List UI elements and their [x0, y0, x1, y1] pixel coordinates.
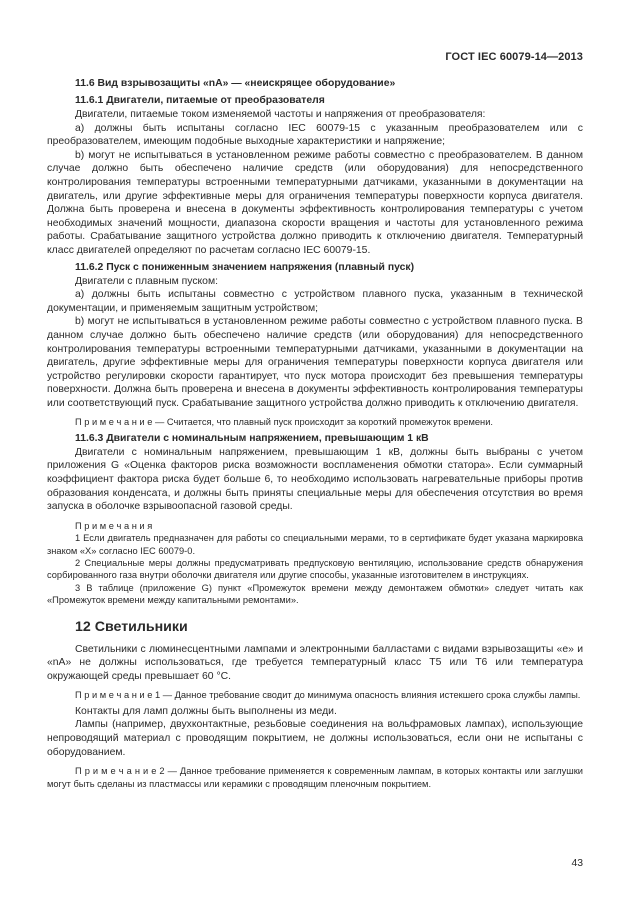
paragraph: Светильники с люминесцентными лампами и электронными балластами с видами взрывозащиты «е» и «nA» не должны использоваться, где требуется температурный класс Т5 или Т6 или температура окружающей среды превышает 60 °С.	[47, 643, 583, 682]
standard-code-header: ГОСТ IEC 60079-14—2013	[445, 51, 583, 63]
paragraph: Лампы (например, двухконтактные, резьбовые соединения на вольфрамовых лампах), использующие непроводящий материал с проводящим покрытием, не должны использоваться, если они не испытаны с оборудованием.	[47, 719, 583, 758]
page-content	[47, 77, 583, 790]
paragraph: Двигатели, питаемые током изменяемой частоты и напряжения от преобразователя:	[75, 109, 486, 120]
note-label: П р и м е ч а н и е 1	[75, 690, 161, 701]
page-number: 43	[571, 858, 583, 869]
note-text: — Считается, что плавный пуск происходит за короткий промежуток времени.	[152, 417, 493, 428]
note-label: П р и м е ч а н и е 2	[75, 766, 165, 777]
list-item-b: b) могут не испытываться в установленном режиме работы совместно с устройством плавного пуска. В данном случае должно быть обеспечено наличие средств (или оборудования) для непосредственного контролирования температуры встроенными температурными датчиками, указанными в документации на двигатель, другие эффективные меры для ограничения температуры поверхности корпуса двигателя или устройство регулировки скорости гарантирует, что пуск мотора происходит без превышения температуры поверхности. Должна быть проверена и внесена в документы эффективность контролирования температуры или соответствующий пуск. Срабатывание защитного устройства должно приводить к отключению двигателя.	[47, 316, 583, 409]
note-item-3: 3 В таблице (приложение G) пункт «Промежуток времени между демонтажем обмотки» следует читать как «Промежуток времени между капитальными ремонтами».	[47, 582, 583, 606]
note-text: — Данное требование сводит до минимума опасность влияния истекшего срока службы лампы.	[160, 690, 581, 701]
section-11-6-3-title: 11.6.3 Двигатели с номинальным напряжением, превышающим 1 кВ	[75, 432, 429, 444]
notes-label: П р и м е ч а н и я	[75, 520, 153, 531]
paragraph: Двигатели с номинальным напряжением, превышающим 1 кВ, должны быть выбраны с учетом приложения G «Оценка факторов риска возможности воспламенения обмотки статора». Если суммарный коэффициент фактора риска будет больше 6, то необходимо использовать нагревательные приборы против образования конденсата, и должны быть приняты специальные меры для обеспечения отсутствия во время запуска в оболочке взрывоопасной газовой среды.	[47, 446, 583, 513]
list-item-a: a) должны быть испытаны согласно IEC 60079-15 с указанным преобразователем или с преобразователем, имеющим подобные выходные характеристики и напряжение;	[47, 122, 583, 148]
section-11-6-title: 11.6 Вид взрывозащиты «nA» — «неискрящее оборудование»	[75, 78, 396, 89]
note-2	[47, 765, 583, 790]
paragraph: Контакты для ламп должны быть выполнены из меди.	[75, 705, 337, 717]
note-item-2: 2 Специальные меры должны предусматривать предпусковую вентиляцию, использование средств обнаружения сорбированного газа внутри оболочки двигателя или другие способы, указанные изготовителем в инструкциях.	[47, 558, 583, 581]
section-11-6-1-title: 11.6.1 Двигатели, питаемые от преобразователя	[75, 95, 325, 106]
list-item-a: a) должны быть испытаны совместно с устройством плавного пуска, указанным в технической документации, и применяемым защитным устройством;	[47, 289, 583, 314]
section-11-6-2-title: 11.6.2 Пуск с пониженным значением напряжения (плавный пуск)	[75, 261, 415, 273]
paragraph: Двигатели с плавным пуском:	[75, 275, 218, 287]
note-item-1: 1 Если двигатель предназначен для работы со специальными мерами, то в сертификате будет указана маркировка знаком «X» согласно IEC 60079-0.	[47, 533, 583, 556]
note	[47, 416, 583, 428]
note-label: П р и м е ч а н и е	[75, 417, 153, 428]
note-1	[47, 689, 583, 701]
note-text: — Данное требование применяется к современным лампам, в которых контакты или заглушки могут быть сделаны из пластмассы или керамики с проводящим пленочным покрытием.	[47, 766, 583, 789]
list-item-b: b) могут не испытываться в установленном режиме работы совместно с преобразователем. В данном случае должно быть обеспечено наличие средств (или оборудования) для непосредственного контролирования температуры встроенными температурными датчиками, указанными в документации на двигатель, или другие эффективные меры для ограничения температуры поверхности корпуса двигателя. Должна быть проверена и внесена в документы эффективность контролирования температуры с учетом необходимых значений мощности, диапазона скорости вращения и частоты для установленного режима работы. Срабатывание защитного устройства должно приводить к отключению двигателя. Температурный класс двигателей определяют по расчетам согласно IEC 60079-15.	[47, 149, 583, 256]
section-12-title: 12 Светильники	[75, 618, 188, 635]
